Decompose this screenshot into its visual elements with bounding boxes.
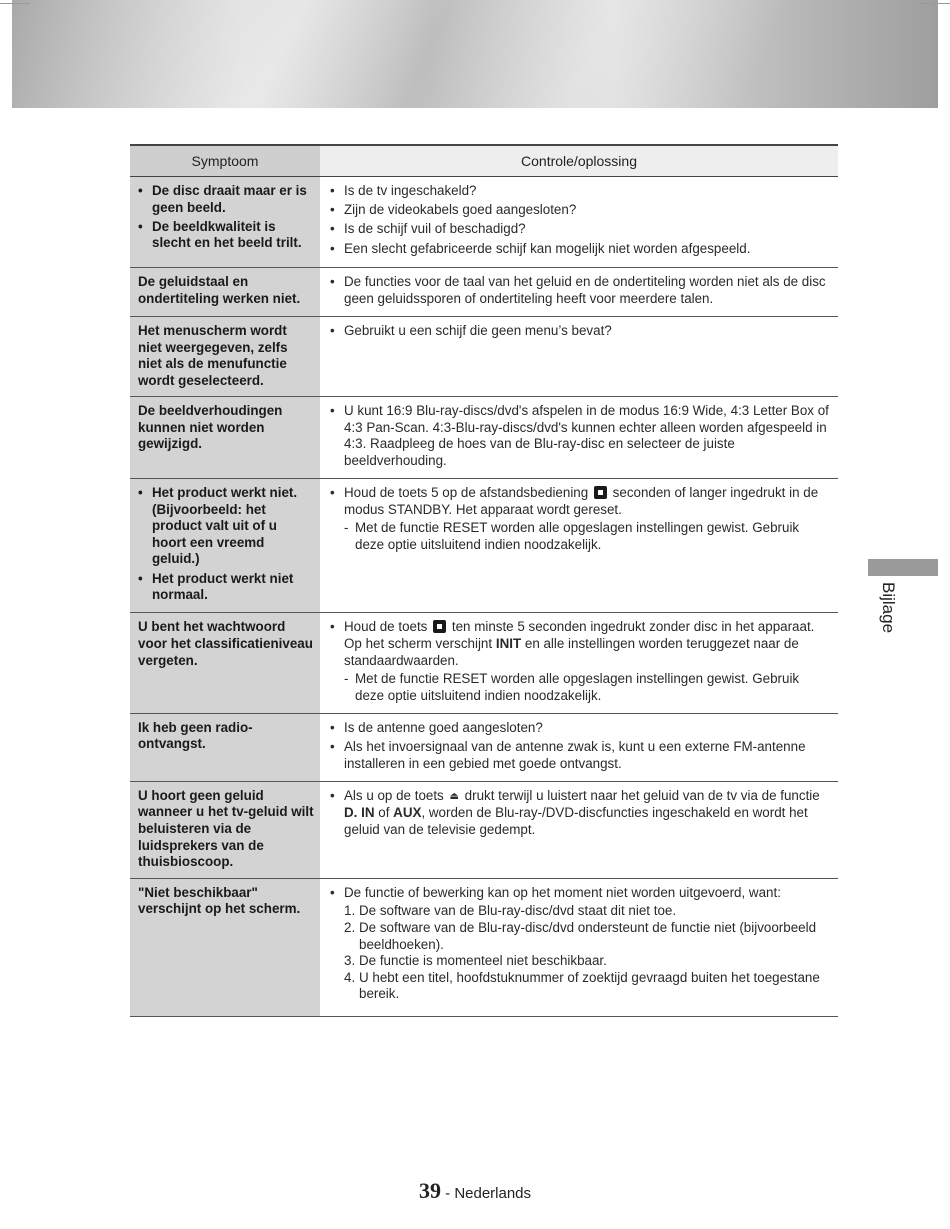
header-symptom: Symptoom <box>130 145 320 177</box>
table-row <box>130 613 838 714</box>
solution-bullet <box>330 885 830 1003</box>
troubleshooting-table <box>130 144 838 1017</box>
stop-button-icon <box>594 486 607 499</box>
solution-cell <box>320 713 838 781</box>
solution-cell <box>320 478 838 612</box>
item-text: De software van de Blu-ray-disc/dvd ondersteunt de functie niet (bijvoorbeeld beeldhoeken). <box>359 920 817 952</box>
solution-text: Houd de toets <box>344 619 428 635</box>
table-row <box>130 317 838 397</box>
solution-text: Houd de toets 5 op de afstandsbediening <box>344 484 589 500</box>
eject-icon: ⏏ <box>449 790 459 802</box>
symptom-bullet: • Het product werkt niet normaal. <box>138 571 314 604</box>
header-solution: Controle/oplossing <box>320 145 838 177</box>
solution-cell <box>320 781 838 878</box>
symptom-text: U bent het wachtwoord voor het classificatieniveau vergeten. <box>138 619 313 668</box>
symptom-cell <box>130 317 320 397</box>
section-side-tab <box>868 559 938 576</box>
solution-cell <box>320 613 838 714</box>
solution-text: seconden of langer ingedrukt in de modus STANDBY. Het apparaat wordt gereset. <box>344 484 819 517</box>
solution-cell <box>320 397 838 479</box>
solution-text: , worden de Blu-ray-/DVD-discfuncties ingeschakeld en wordt het geluid van de televisie gedempt. <box>344 805 808 838</box>
solution-dash-item: - Met de functie RESET worden alle opgeslagen instellingen gewist. Gebruik deze optie uitsluitend indien noodzakelijk. <box>344 671 830 704</box>
page-footer <box>0 1178 950 1204</box>
symptom-bullet: • De beeldkwaliteit is slecht en het beeld trilt. <box>138 219 314 252</box>
item-number: 1. <box>344 903 356 919</box>
solution-bullet: • Is de antenne goed aangesloten? <box>330 720 830 737</box>
solution-bullet <box>330 788 830 839</box>
footer-separator: - <box>440 1185 455 1202</box>
solution-dash-item: - Met de functie RESET worden alle opgeslagen instellingen gewist. Gebruik deze optie uitsluitend indien noodzakelijk. <box>344 520 830 553</box>
stop-button-icon <box>433 620 446 633</box>
table-row <box>130 177 838 268</box>
solution-text: De functie of bewerking kan op het moment niet worden uitgevoerd, want: <box>344 884 781 900</box>
numbered-item <box>344 903 830 920</box>
symptom-bullet: • De disc draait maar er is geen beeld. <box>138 183 314 216</box>
symptom-cell <box>130 397 320 479</box>
solution-cell <box>320 268 838 317</box>
solution-text: ten minste 5 seconden ingedrukt zonder disc in het apparaat. Op het scherm verschijnt <box>344 619 815 651</box>
symptom-text: De geluidstaal en ondertiteling werken niet. <box>138 274 301 306</box>
symptom-cell <box>130 268 320 317</box>
solution-text: of <box>378 805 390 821</box>
solution-bullet: • Gebruikt u een schijf die geen menu’s bevat? <box>330 323 830 340</box>
numbered-item <box>344 970 830 1003</box>
item-text: De software van de Blu-ray-disc/dvd staat dit niet toe. <box>359 903 677 919</box>
solution-bullet: • Als het invoersignaal van de antenne zwak is, kunt u een externe FM-antenne installeren in een gebied met goede ontvangst. <box>330 739 830 772</box>
symptom-text: Het menuscherm wordt niet weergegeven, zelfs niet als de menufunctie wordt geselecteerd. <box>138 323 288 388</box>
item-number: 3. <box>344 953 356 969</box>
section-side-label: Bijlage <box>879 582 898 634</box>
table-row <box>130 781 838 878</box>
numbered-item <box>344 953 830 970</box>
symptom-text: U hoort geen geluid wanneer u het tv-geluid wilt beluisteren via de luidsprekers van de thuisbioscoop. <box>138 787 314 870</box>
symptom-cell <box>130 478 320 612</box>
table-row <box>130 478 838 612</box>
footer-language: Nederlands <box>454 1185 532 1202</box>
symptom-bullet: • Het product werkt niet. (Bijvoorbeeld: het product valt uit of u hoort een vreemd geluid.) <box>138 485 314 568</box>
item-number: 2. <box>344 920 356 936</box>
solution-bullet: • Is de schijf vuil of beschadigd? <box>330 221 830 238</box>
solution-bold-text: INIT <box>495 635 522 651</box>
crop-mark-right <box>920 3 950 4</box>
symptom-text: De beeldverhoudingen kunnen niet worden gewijzigd. <box>138 403 283 452</box>
solution-cell <box>320 317 838 397</box>
solution-text: en alle instellingen worden teruggezet naar de standaardwaarden. <box>344 635 799 668</box>
solution-bullet: • Zijn de videokabels goed aangesloten? <box>330 202 830 219</box>
solution-bullet: • De functies voor de taal van het geluid en de ondertiteling worden niet als de disc geen geluidssporen of ondertiteling heeft voor meerdere talen. <box>330 274 830 307</box>
solution-bold-text: AUX <box>393 805 422 821</box>
table-row <box>130 397 838 479</box>
solution-text: Als u op de toets <box>344 787 444 803</box>
item-text: U hebt een titel, hoofdstuknummer of zoektijd gevraagd buiten het toegestane bereik. <box>359 969 820 1002</box>
header-banner <box>12 0 938 108</box>
item-text: De functie is momenteel niet beschikbaar. <box>359 953 607 969</box>
table-header-row <box>130 145 838 177</box>
table-row <box>130 268 838 317</box>
table-row <box>130 878 838 1016</box>
numbered-item <box>344 920 830 953</box>
solution-bullet: • Is de tv ingeschakeld? <box>330 183 830 200</box>
symptom-cell <box>130 781 320 878</box>
symptom-cell <box>130 177 320 268</box>
solution-cell <box>320 878 838 1016</box>
solution-text: drukt terwijl u luistert naar het geluid van de tv via de functie <box>464 787 820 803</box>
item-number: 4. <box>344 969 356 985</box>
symptom-cell <box>130 878 320 1016</box>
solution-bullet: • Een slecht gefabriceerde schijf kan mogelijk niet worden afgespeeld. <box>330 241 830 258</box>
solution-bullet <box>330 619 830 704</box>
symptom-text: "Niet beschikbaar" verschijnt op het scherm. <box>138 884 301 917</box>
solution-bullet: • U kunt 16:9 Blu-ray-discs/dvd's afspelen in de modus 16:9 Wide, 4:3 Letter Box of 4:3 Pan-Scan. 4:3-Blu-ray-discs/dvd's kunnen echter alleen worden afgespeeld in 4:3. Raadpleeg de hoes van de Blu-ray-disc en selecteer de juiste beeldverhouding. <box>330 403 830 469</box>
symptom-cell <box>130 613 320 714</box>
symptom-cell <box>130 713 320 781</box>
crop-mark-left <box>0 3 30 4</box>
solution-cell <box>320 177 838 268</box>
page-number: 39 <box>418 1178 441 1203</box>
solution-bold-text: D. IN <box>344 805 375 821</box>
table-row <box>130 713 838 781</box>
symptom-text: Ik heb geen radio-ontvangst. <box>138 719 253 752</box>
solution-bullet <box>330 485 830 553</box>
